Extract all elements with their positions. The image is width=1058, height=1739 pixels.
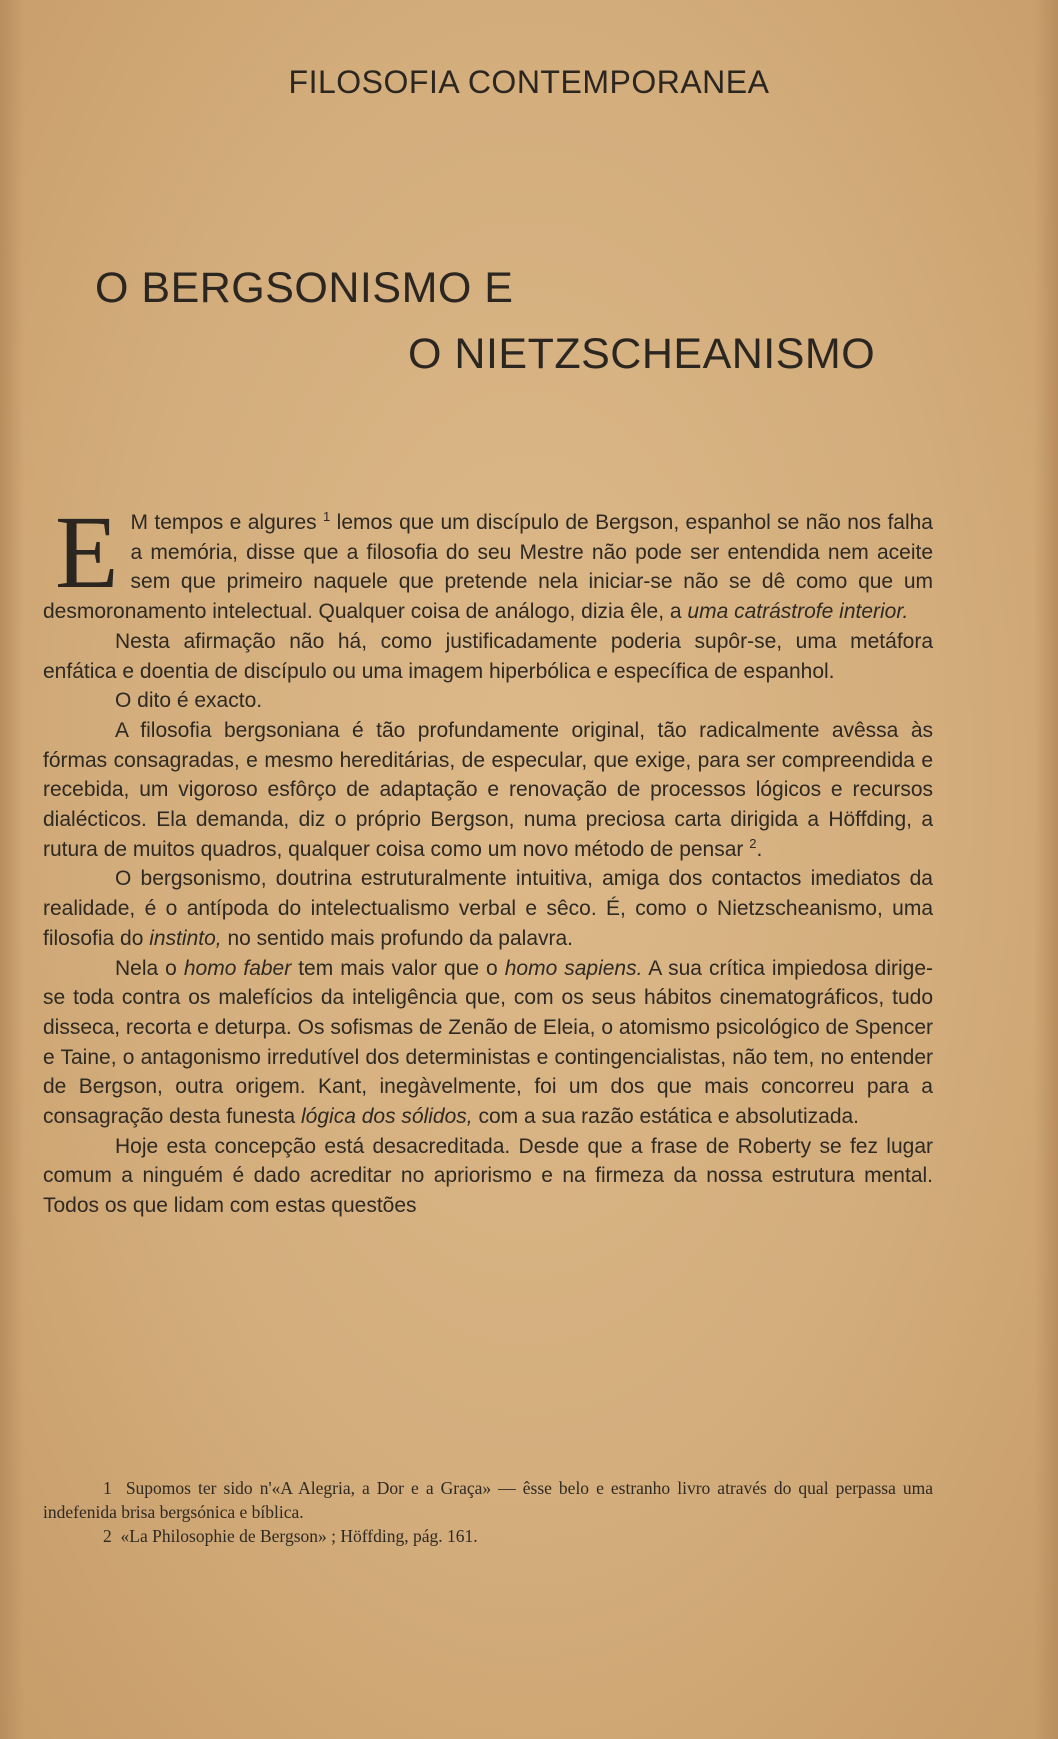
drop-cap: E bbox=[55, 495, 119, 610]
footnote-ref-1: 1 bbox=[323, 509, 331, 524]
paragraph-4-text-b: . bbox=[756, 837, 763, 861]
paragraph-1-text-a: M tempos e algures bbox=[130, 511, 324, 534]
paragraph-1 bbox=[43, 495, 933, 627]
paragraph-6-text-d: com a sua razão estática e absolutizada. bbox=[472, 1105, 860, 1129]
paragraph-6-text-a: Nela o bbox=[115, 956, 184, 980]
paragraph-4-text-a: A filosofia bergsoniana é tão profundamente original, tão radicalmente avêssa às fórmas consagradas, e mesmo hereditárias, de especular, que exige, para ser compreendida e recebida, um vigoroso esfôrço de adaptação e renovação de processos lógicos e recursos dialécticos. Ela demanda, diz o próprio Bergson, numa preciosa carta dirigida a Höffding, a rutura de muitos quadros, qualquer coisa como um novo método de pensar bbox=[43, 718, 933, 861]
page-edge-left bbox=[0, 0, 24, 1739]
footnote-2 bbox=[43, 1524, 933, 1548]
footnote-2-number: 2 bbox=[103, 1526, 112, 1546]
footnotes bbox=[43, 1476, 933, 1548]
chapter-title-line-1: O BERGSONISMO E bbox=[95, 264, 514, 312]
paragraph-6 bbox=[43, 954, 933, 1132]
paragraph-5-emphasis: instinto, bbox=[149, 926, 222, 950]
paragraph-4 bbox=[43, 716, 933, 865]
paragraph-6-text-b: tem mais valor que o bbox=[291, 956, 505, 980]
footnote-ref-2: 2 bbox=[749, 835, 757, 851]
paragraph-5 bbox=[43, 864, 933, 953]
paragraph-5-text-a: O bergsonismo, doutrina estruturalmente intuitiva, amiga dos contactos imediatos da realidade, é o antípoda do intelectualismo verbal e sêco. É, como o Nietzscheanismo, uma filosofia do bbox=[43, 867, 933, 950]
footnote-1-number: 1 bbox=[103, 1478, 112, 1498]
chapter-title-line-2: O NIETZSCHEANISMO bbox=[408, 330, 876, 378]
paragraph-6-text-c: A sua crítica impiedosa dirige-se toda contra os malefícios da inteligência que, com os seus hábitos cinematográficos, tudo disseca, recorta e deturpa. Os sofismas de Zenão de Eleia, o atomismo psicológico de Spencer e Taine, o antagonismo irredutível dos deterministas e contingencialistas, não tem, no entender de Bergson, outra origem. Kant, inegàvelmente, foi um dos que mais concorreu para a consagração desta funesta bbox=[43, 956, 933, 1129]
footnote-1-text: Supomos ter sido n'«A Alegria, a Dor e a Graça» — êsse belo e estranho livro através do qual perpassa uma indefenida brisa bergsónica e bíblica. bbox=[43, 1478, 934, 1522]
paragraph-2: Nesta afirmação não há, como justificadamente poderia supôr-se, uma metáfora enfática e doentia de discípulo ou uma imagem hiperbólica e específica de espanhol. bbox=[43, 629, 933, 683]
body-text bbox=[43, 495, 933, 1221]
paragraph-3: O dito é exacto. bbox=[115, 689, 263, 713]
paragraph-6-emphasis-2: homo sapiens. bbox=[504, 956, 643, 980]
paragraph-6-emphasis-1: homo faber bbox=[183, 956, 292, 980]
footnote-1 bbox=[43, 1476, 933, 1524]
paragraph-1-emphasis: uma catrástrofe interior. bbox=[687, 600, 909, 624]
paragraph-1-text-b: lemos que um discípulo de Bergson, espanhol se não nos falha a memória, disse que a filosofia do seu Mestre não pode ser entendida nem aceite sem que primeiro naquele que pretende nela iniciar-se não se dê como que um desmoronamento intelectual. Qualquer coisa de análogo, dizia êle, a bbox=[43, 511, 933, 624]
paragraph-6-emphasis-3: lógica dos sólidos, bbox=[301, 1105, 473, 1129]
page-edge-right bbox=[1034, 0, 1058, 1739]
paragraph-5-text-b: no sentido mais profundo da palavra. bbox=[221, 926, 574, 950]
footnote-2-text: «La Philosophie de Bergson» ; Höffding, pág. 161. bbox=[120, 1526, 478, 1546]
paragraph-7: Hoje esta concepção está desacreditada. Desde que a frase de Roberty se fez lugar comum a ninguém é dado acreditar no apriorismo e na firmeza da nossa estrutura mental. Todos os que lidam com estas questões bbox=[43, 1134, 933, 1218]
running-head: FILOSOFIA CONTEMPORANEA bbox=[288, 64, 770, 100]
